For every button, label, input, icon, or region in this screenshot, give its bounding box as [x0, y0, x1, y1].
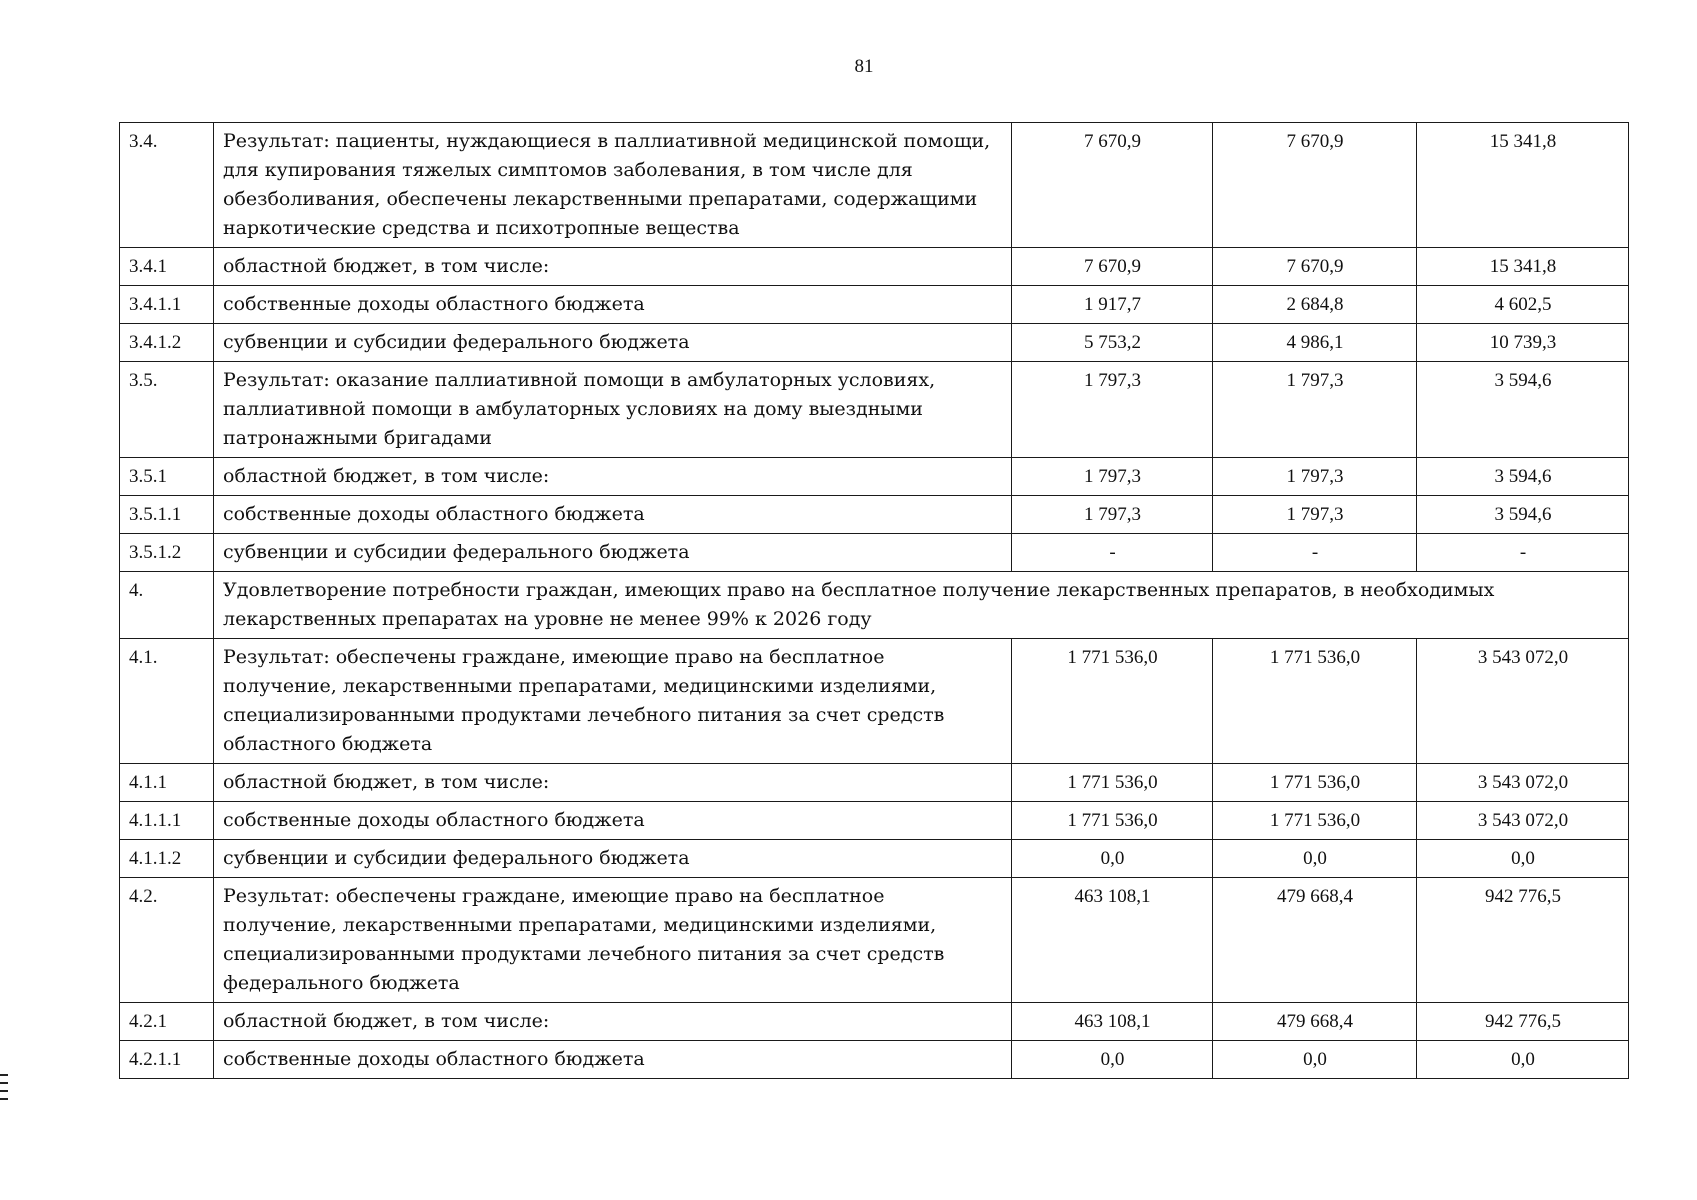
cell-v2: 1 771 536,0	[1213, 802, 1417, 840]
cell-v3: 10 739,3	[1417, 324, 1629, 362]
cell-v1: 5 753,2	[1012, 324, 1213, 362]
cell-v1: 1 771 536,0	[1012, 639, 1213, 764]
cell-v1: 1 797,3	[1012, 496, 1213, 534]
table-body	[120, 123, 1629, 1079]
cell-v3: 3 543 072,0	[1417, 639, 1629, 764]
cell-desc: Результат: пациенты, нуждающиеся в паллиативной медицинской помощи, для купирования тяжелых симптомов заболевания, в том числе для обезболивания, обеспечены лекарственными препаратами, содержащими наркотические средства и психотропные вещества	[214, 123, 1012, 248]
cell-v3: 15 341,8	[1417, 248, 1629, 286]
cell-code: 3.5.	[120, 362, 214, 458]
cell-v2: 0,0	[1213, 840, 1417, 878]
cell-v3: -	[1417, 534, 1629, 572]
table-row	[120, 639, 1629, 764]
table-row	[120, 248, 1629, 286]
cell-code: 4.1.1.1	[120, 802, 214, 840]
cell-code: 4.2.	[120, 878, 214, 1003]
cell-v2: 1 797,3	[1213, 458, 1417, 496]
cell-code: 3.4.1.2	[120, 324, 214, 362]
cell-v1: 463 108,1	[1012, 878, 1213, 1003]
cell-v2: 1 797,3	[1213, 496, 1417, 534]
budget-table	[119, 122, 1629, 1079]
cell-desc: субвенции и субсидии федерального бюджета	[214, 324, 1012, 362]
cell-desc: Результат: обеспечены граждане, имеющие право на бесплатное получение, лекарственными препаратами, медицинскими изделиями, специализированными продуктами лечебного питания за счет средств федерального бюджета	[214, 878, 1012, 1003]
table-row	[120, 496, 1629, 534]
table-row	[120, 123, 1629, 248]
cell-desc: Результат: обеспечены граждане, имеющие право на бесплатное получение, лекарственными препаратами, медицинскими изделиями, специализированными продуктами лечебного питания за счет средств областного бюджета	[214, 639, 1012, 764]
cell-code: 4.1.1.2	[120, 840, 214, 878]
table-row	[120, 1003, 1629, 1041]
cell-v3: 942 776,5	[1417, 878, 1629, 1003]
cell-v2: 479 668,4	[1213, 878, 1417, 1003]
page-number: 81	[854, 56, 874, 77]
cell-code: 4.2.1	[120, 1003, 214, 1041]
cell-v3: 3 594,6	[1417, 362, 1629, 458]
cell-v2: 7 670,9	[1213, 248, 1417, 286]
cell-v1: 1 797,3	[1012, 458, 1213, 496]
cell-code: 3.4.	[120, 123, 214, 248]
table-row	[120, 534, 1629, 572]
table-row	[120, 572, 1629, 639]
cell-code: 4.2.1.1	[120, 1041, 214, 1079]
cell-v3: 3 543 072,0	[1417, 764, 1629, 802]
cell-code: 3.4.1	[120, 248, 214, 286]
cell-v1: 7 670,9	[1012, 123, 1213, 248]
cell-desc: собственные доходы областного бюджета	[214, 286, 1012, 324]
table-row	[120, 878, 1629, 1003]
cell-desc: Удовлетворение потребности граждан, имеющих право на бесплатное получение лекарственных препаратов, в необходимых лекарственных препаратах на уровне не менее 99% к 2026 году	[214, 572, 1629, 639]
table-row	[120, 286, 1629, 324]
table-row	[120, 362, 1629, 458]
margin-marks	[0, 1074, 8, 1106]
cell-desc: областной бюджет, в том числе:	[214, 1003, 1012, 1041]
cell-v3: 3 594,6	[1417, 496, 1629, 534]
table-row	[120, 840, 1629, 878]
cell-v3: 3 543 072,0	[1417, 802, 1629, 840]
cell-code: 3.5.1.1	[120, 496, 214, 534]
cell-v2: 2 684,8	[1213, 286, 1417, 324]
cell-v1: 0,0	[1012, 1041, 1213, 1079]
cell-v2: 1 771 536,0	[1213, 764, 1417, 802]
cell-desc: собственные доходы областного бюджета	[214, 802, 1012, 840]
cell-v2: 1 771 536,0	[1213, 639, 1417, 764]
cell-desc: субвенции и субсидии федерального бюджета	[214, 534, 1012, 572]
table-row	[120, 764, 1629, 802]
cell-desc: областной бюджет, в том числе:	[214, 248, 1012, 286]
cell-v3: 3 594,6	[1417, 458, 1629, 496]
cell-v3: 0,0	[1417, 840, 1629, 878]
cell-v1: 1 771 536,0	[1012, 764, 1213, 802]
cell-v3: 4 602,5	[1417, 286, 1629, 324]
cell-desc: субвенции и субсидии федерального бюджета	[214, 840, 1012, 878]
cell-code: 3.4.1.1	[120, 286, 214, 324]
cell-v3: 942 776,5	[1417, 1003, 1629, 1041]
table-row	[120, 324, 1629, 362]
cell-v2: 4 986,1	[1213, 324, 1417, 362]
cell-v3: 15 341,8	[1417, 123, 1629, 248]
cell-desc: Результат: оказание паллиативной помощи в амбулаторных условиях, паллиативной помощи в амбулаторных условиях на дому выездными патронажными бригадами	[214, 362, 1012, 458]
cell-desc: областной бюджет, в том числе:	[214, 764, 1012, 802]
cell-v1: -	[1012, 534, 1213, 572]
cell-code: 3.5.1	[120, 458, 214, 496]
cell-v1: 1 917,7	[1012, 286, 1213, 324]
cell-v3: 0,0	[1417, 1041, 1629, 1079]
cell-desc: собственные доходы областного бюджета	[214, 496, 1012, 534]
cell-v2: 1 797,3	[1213, 362, 1417, 458]
cell-v2: -	[1213, 534, 1417, 572]
table-row	[120, 1041, 1629, 1079]
table-row	[120, 458, 1629, 496]
table-row	[120, 802, 1629, 840]
cell-desc: собственные доходы областного бюджета	[214, 1041, 1012, 1079]
cell-v2: 0,0	[1213, 1041, 1417, 1079]
cell-code: 4.1.	[120, 639, 214, 764]
cell-v1: 0,0	[1012, 840, 1213, 878]
cell-code: 4.1.1	[120, 764, 214, 802]
cell-v1: 1 797,3	[1012, 362, 1213, 458]
cell-v1: 7 670,9	[1012, 248, 1213, 286]
cell-v2: 7 670,9	[1213, 123, 1417, 248]
cell-v1: 1 771 536,0	[1012, 802, 1213, 840]
cell-v2: 479 668,4	[1213, 1003, 1417, 1041]
cell-desc: областной бюджет, в том числе:	[214, 458, 1012, 496]
cell-code: 3.5.1.2	[120, 534, 214, 572]
cell-v1: 463 108,1	[1012, 1003, 1213, 1041]
cell-code: 4.	[120, 572, 214, 639]
